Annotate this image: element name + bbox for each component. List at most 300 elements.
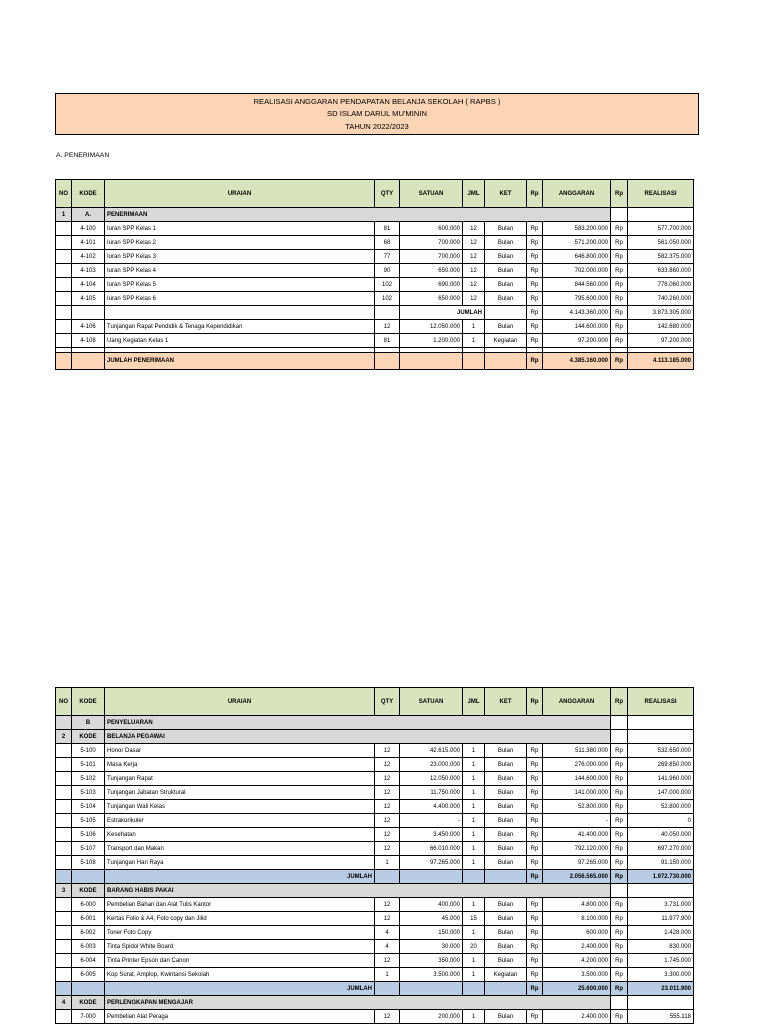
- cell-ket: Bulan: [485, 1010, 527, 1024]
- column-header-uraian: URAIAN: [105, 688, 375, 716]
- cell-uraian: Iuran SPP Kelas 4: [105, 264, 375, 278]
- cell-rp1: Rp: [527, 292, 543, 306]
- cell-jml: 12: [463, 250, 485, 264]
- cell-anggaran: 52.800.000: [543, 800, 611, 814]
- report-title: REALISASI ANGGARAN PENDAPATAN BELANJA SEKOLAH ( RAPBS ): [253, 97, 501, 106]
- cell-ket: Bulan: [485, 828, 527, 842]
- cell-qty: 12: [375, 758, 400, 772]
- cell-satuan: 4.400.000: [400, 800, 463, 814]
- table-row: [56, 898, 694, 912]
- cell-rp1: Rp: [527, 758, 543, 772]
- cell-uraian: Estrakurikuler: [105, 814, 375, 828]
- cell-ket: Bulan: [485, 800, 527, 814]
- cell-realisasi: 697.270.000: [628, 842, 694, 856]
- cell-anggaran: 276.000.000: [543, 758, 611, 772]
- table-row: [56, 264, 694, 278]
- cell-rp2: Rp: [611, 353, 628, 370]
- cell-qty: 77: [375, 250, 400, 264]
- blank: [400, 870, 463, 884]
- cell-no: [56, 814, 72, 828]
- cell-uraian: Tunjangan Wali Kelas: [105, 800, 375, 814]
- cell-rp2: Rp: [611, 758, 628, 772]
- column-header-rp1: Rp: [527, 688, 543, 716]
- cell-qty: 12: [375, 828, 400, 842]
- cell-uraian: Toner Foto Copy: [105, 926, 375, 940]
- cell-no: [56, 1010, 72, 1024]
- column-header-kode: KODE: [72, 180, 105, 208]
- cell-kode: 5-107: [72, 842, 105, 856]
- table-row: [56, 250, 694, 264]
- cell-rp2: Rp: [611, 814, 628, 828]
- cell-uraian: Kop Surat, Amplop, Kwintansi Sekolah: [105, 968, 375, 982]
- cell-realisasi: 3.731.000: [628, 898, 694, 912]
- cell-satuan: 650.000: [400, 264, 463, 278]
- blank: [375, 870, 400, 884]
- cell-ket: Bulan: [485, 926, 527, 940]
- blank: [400, 982, 463, 996]
- cell-ket: Bulan: [485, 786, 527, 800]
- blank: [72, 870, 105, 884]
- cell-satuan: 690.000: [400, 278, 463, 292]
- cell-uraian: Tunjangan Rapat: [105, 772, 375, 786]
- cell-jml: 1: [463, 814, 485, 828]
- blank: [628, 716, 694, 730]
- cell-anggaran: 4.800.000: [543, 898, 611, 912]
- cell-rp1: Rp: [527, 870, 543, 884]
- cell-ket: Bulan: [485, 278, 527, 292]
- cell-kode: 6-004: [72, 954, 105, 968]
- cell-anggaran: 795.600.000: [543, 292, 611, 306]
- cell-qty: 81: [375, 222, 400, 236]
- table-row: [56, 278, 694, 292]
- cell-uraian: Pembelian Alat Peraga: [105, 1010, 375, 1024]
- cell-uraian: Iuran SPP Kelas 3: [105, 250, 375, 264]
- cell-qty: 81: [375, 334, 400, 348]
- blank: [72, 982, 105, 996]
- group-title: BARANG HABIS PAKAI: [105, 884, 611, 898]
- group-row: [56, 730, 694, 744]
- cell-qty: 12: [375, 912, 400, 926]
- cell-rp1: Rp: [527, 264, 543, 278]
- cell-uraian: Uang Kegiatan Kelas 1: [105, 334, 375, 348]
- table-row: [56, 940, 694, 954]
- total-row: [56, 353, 694, 370]
- cell-rp2: Rp: [611, 222, 628, 236]
- cell-uraian: Tunjangan Rapat Pendidik & Tenaga Kependidikan: [105, 320, 375, 334]
- cell-rp1: Rp: [527, 842, 543, 856]
- table-row: [56, 1010, 694, 1024]
- cell-rp1: Rp: [527, 828, 543, 842]
- cell-rp2: Rp: [611, 870, 628, 884]
- cell-no: [56, 898, 72, 912]
- column-header-qty: QTY: [375, 180, 400, 208]
- table-row: [56, 786, 694, 800]
- group-kode: KODE: [72, 884, 105, 898]
- jumlah-realisasi: 3.873.305.000: [628, 306, 694, 320]
- cell-kode: 4-100: [72, 222, 105, 236]
- pengeluaran-table: [55, 687, 694, 1024]
- group-row: [56, 996, 694, 1010]
- group-row: [56, 208, 694, 222]
- cell-qty: 12: [375, 954, 400, 968]
- group-title: PENYELUARAN: [105, 716, 611, 730]
- cell-jml: 12: [463, 278, 485, 292]
- cell-kode: 5-105: [72, 814, 105, 828]
- cell-ket: Bulan: [485, 954, 527, 968]
- cell-no: [56, 250, 72, 264]
- cell-jml: 12: [463, 222, 485, 236]
- cell-jml: 1: [463, 758, 485, 772]
- cell-anggaran: -: [543, 814, 611, 828]
- cell-rp1: Rp: [527, 912, 543, 926]
- group-title: PERLENGKAPAN MENGAJAR: [105, 996, 611, 1010]
- cell-realisasi: 91.150.000: [628, 856, 694, 870]
- cell-anggaran: 141.000.000: [543, 786, 611, 800]
- cell-realisasi: 40.050.000: [628, 828, 694, 842]
- blank: [628, 884, 694, 898]
- cell-rp1: Rp: [527, 278, 543, 292]
- cell-qty: 12: [375, 320, 400, 334]
- cell-no: [56, 842, 72, 856]
- cell-rp2: Rp: [611, 744, 628, 758]
- cell-anggaran: 600.000: [543, 926, 611, 940]
- cell-kode: 6-001: [72, 912, 105, 926]
- cell-realisasi: 0: [628, 814, 694, 828]
- cell-realisasi: 633.860.000: [628, 264, 694, 278]
- cell-no: [56, 786, 72, 800]
- blank: [485, 982, 527, 996]
- cell-rp2: Rp: [611, 898, 628, 912]
- column-header-rp1: Rp: [527, 180, 543, 208]
- blank: [485, 306, 527, 320]
- blank: [375, 306, 400, 320]
- penerimaan-table: [55, 179, 694, 370]
- cell-rp1: Rp: [527, 222, 543, 236]
- jumlah-anggaran: 2.056.565.000: [543, 870, 611, 884]
- cell-rp1: Rp: [527, 926, 543, 940]
- blank: [56, 870, 72, 884]
- cell-qty: 68: [375, 236, 400, 250]
- cell-realisasi: 97.200.000: [628, 334, 694, 348]
- cell-anggaran: 583.200.000: [543, 222, 611, 236]
- cell-rp1: Rp: [527, 772, 543, 786]
- cell-rp2: Rp: [611, 1010, 628, 1024]
- cell-no: [56, 292, 72, 306]
- column-header-realisasi: REALISASI: [628, 688, 694, 716]
- cell-satuan: 700.000: [400, 250, 463, 264]
- cell-qty: 12: [375, 800, 400, 814]
- table-row: [56, 828, 694, 842]
- cell-realisasi: 555.118: [628, 1010, 694, 1024]
- cell-rp2: Rp: [611, 786, 628, 800]
- cell-kode: 4-101: [72, 236, 105, 250]
- table-row: [56, 334, 694, 348]
- blank: [628, 996, 694, 1010]
- cell-anggaran: 702.000.000: [543, 264, 611, 278]
- column-header-kode: KODE: [72, 688, 105, 716]
- table-row: [56, 292, 694, 306]
- cell-uraian: Iuran SPP Kelas 1: [105, 222, 375, 236]
- cell-ket: Bulan: [485, 772, 527, 786]
- cell-realisasi: 142.680.000: [628, 320, 694, 334]
- cell-jml: 1: [463, 828, 485, 842]
- cell-rp2: Rp: [611, 320, 628, 334]
- column-header-satuan: SATUAN: [400, 180, 463, 208]
- cell-anggaran: 41.400.000: [543, 828, 611, 842]
- group-kode: KODE: [72, 996, 105, 1010]
- blank: [72, 306, 105, 320]
- cell-qty: 12: [375, 842, 400, 856]
- cell-qty: 90: [375, 264, 400, 278]
- cell-satuan: 650.000: [400, 292, 463, 306]
- jumlah-anggaran: 25.600.000: [543, 982, 611, 996]
- cell-satuan: 66.010.000: [400, 842, 463, 856]
- cell-no: [56, 278, 72, 292]
- blank: [611, 884, 628, 898]
- table-row: [56, 912, 694, 926]
- group-no: 3: [56, 884, 72, 898]
- jumlah-realisasi: 23.011.900: [628, 982, 694, 996]
- jumlah-label: JUMLAH: [105, 870, 375, 884]
- cell-jml: 20: [463, 940, 485, 954]
- cell-ket: Bulan: [485, 898, 527, 912]
- cell-satuan: 12.050.000: [400, 320, 463, 334]
- cell-rp2: Rp: [611, 772, 628, 786]
- cell-jml: 12: [463, 264, 485, 278]
- group-no: [56, 716, 72, 730]
- cell-kode: 4-105: [72, 292, 105, 306]
- cell-satuan: 45.000: [400, 912, 463, 926]
- cell-uraian: Tunjangan Jabatan Struktural: [105, 786, 375, 800]
- cell-no: [56, 954, 72, 968]
- cell-jml: 1: [463, 1010, 485, 1024]
- table-row: [56, 772, 694, 786]
- cell-rp1: Rp: [527, 856, 543, 870]
- cell-ket: Bulan: [485, 264, 527, 278]
- cell-kode: 6-005: [72, 968, 105, 982]
- group-kode: KODE: [72, 730, 105, 744]
- cell-jml: 1: [463, 954, 485, 968]
- cell-satuan: 400.000: [400, 898, 463, 912]
- blank: [463, 870, 485, 884]
- cell-kode: 5-103: [72, 786, 105, 800]
- column-header-rp2: Rp: [611, 688, 628, 716]
- cell-jml: 12: [463, 236, 485, 250]
- blank: [485, 353, 527, 370]
- table-header-row: [56, 688, 694, 716]
- cell-realisasi: 1.428.000: [628, 926, 694, 940]
- cell-jml: 1: [463, 786, 485, 800]
- report-title-box: [55, 93, 699, 135]
- cell-jml: 1: [463, 800, 485, 814]
- jumlah-label: JUMLAH: [400, 306, 485, 320]
- column-header-rp2: Rp: [611, 180, 628, 208]
- blank: [56, 982, 72, 996]
- blank: [375, 353, 400, 370]
- cell-qty: 4: [375, 926, 400, 940]
- table-row: [56, 320, 694, 334]
- cell-no: [56, 334, 72, 348]
- cell-rp2: Rp: [611, 292, 628, 306]
- cell-satuan: 3.450.000: [400, 828, 463, 842]
- cell-realisasi: 141.960.000: [628, 772, 694, 786]
- cell-rp1: Rp: [527, 898, 543, 912]
- cell-no: [56, 758, 72, 772]
- table-row: [56, 814, 694, 828]
- cell-qty: 12: [375, 1010, 400, 1024]
- blank: [611, 730, 628, 744]
- cell-rp2: Rp: [611, 968, 628, 982]
- cell-no: [56, 264, 72, 278]
- cell-jml: 1: [463, 744, 485, 758]
- cell-kode: 4-103: [72, 264, 105, 278]
- cell-realisasi: 740.260.000: [628, 292, 694, 306]
- cell-satuan: 200.000: [400, 1010, 463, 1024]
- cell-qty: 1: [375, 968, 400, 982]
- cell-rp1: Rp: [527, 1010, 543, 1024]
- group-no: 2: [56, 730, 72, 744]
- blank: [105, 306, 375, 320]
- fiscal-year: TAHUN 2022/2023: [345, 121, 409, 131]
- cell-ket: Kegiatan: [485, 334, 527, 348]
- cell-ket: Bulan: [485, 744, 527, 758]
- cell-qty: 12: [375, 786, 400, 800]
- cell-rp2: Rp: [611, 856, 628, 870]
- cell-qty: 4: [375, 940, 400, 954]
- table-header-row: [56, 180, 694, 208]
- cell-satuan: 700.000: [400, 236, 463, 250]
- cell-rp1: Rp: [527, 968, 543, 982]
- column-header-satuan: SATUAN: [400, 688, 463, 716]
- cell-kode: 6-003: [72, 940, 105, 954]
- cell-uraian: Honor Dasar: [105, 744, 375, 758]
- cell-uraian: Transport dan Makan: [105, 842, 375, 856]
- column-header-ket: KET: [485, 688, 527, 716]
- cell-jml: 1: [463, 926, 485, 940]
- cell-ket: Bulan: [485, 912, 527, 926]
- cell-rp2: Rp: [611, 264, 628, 278]
- cell-kode: 4-108: [72, 334, 105, 348]
- cell-rp1: Rp: [527, 353, 543, 370]
- group-no: 4: [56, 996, 72, 1010]
- cell-uraian: Tunjangan Hari Raya: [105, 856, 375, 870]
- cell-rp2: Rp: [611, 912, 628, 926]
- cell-rp2: Rp: [611, 800, 628, 814]
- cell-kode: 7-000: [72, 1010, 105, 1024]
- cell-jml: 1: [463, 856, 485, 870]
- cell-jml: 1: [463, 334, 485, 348]
- cell-qty: 102: [375, 292, 400, 306]
- cell-ket: Bulan: [485, 320, 527, 334]
- blank: [56, 353, 72, 370]
- blank: [400, 353, 463, 370]
- cell-anggaran: 144.600.000: [543, 320, 611, 334]
- cell-jml: 1: [463, 898, 485, 912]
- cell-anggaran: 144.600.000: [543, 772, 611, 786]
- cell-qty: 102: [375, 278, 400, 292]
- cell-jml: 1: [463, 968, 485, 982]
- column-header-jml: JML: [463, 688, 485, 716]
- cell-satuan: 12.050.000: [400, 772, 463, 786]
- cell-rp1: Rp: [527, 814, 543, 828]
- blank: [611, 996, 628, 1010]
- cell-realisasi: 577.700.000: [628, 222, 694, 236]
- cell-no: [56, 236, 72, 250]
- cell-realisasi: 147.000.000: [628, 786, 694, 800]
- cell-kode: 5-100: [72, 744, 105, 758]
- cell-anggaran: 792.120.000: [543, 842, 611, 856]
- cell-satuan: 350.000: [400, 954, 463, 968]
- cell-satuan: 11.750.000: [400, 786, 463, 800]
- cell-qty: 12: [375, 898, 400, 912]
- cell-anggaran: 3.500.000: [543, 968, 611, 982]
- cell-anggaran: 571.200.000: [543, 236, 611, 250]
- cell-anggaran: 97.265.000: [543, 856, 611, 870]
- column-header-uraian: URAIAN: [105, 180, 375, 208]
- column-header-qty: QTY: [375, 688, 400, 716]
- group-no: 1: [56, 208, 72, 222]
- cell-realisasi: 1.745.000: [628, 954, 694, 968]
- jumlah-label: JUMLAH: [105, 982, 375, 996]
- cell-rp2: Rp: [611, 954, 628, 968]
- cell-ket: Bulan: [485, 842, 527, 856]
- cell-rp1: Rp: [527, 236, 543, 250]
- cell-satuan: -: [400, 814, 463, 828]
- cell-no: [56, 222, 72, 236]
- cell-realisasi: 561.050.000: [628, 236, 694, 250]
- table-row: [56, 842, 694, 856]
- cell-anggaran: 511.380.000: [543, 744, 611, 758]
- cell-rp1: Rp: [527, 250, 543, 264]
- blank: [375, 982, 400, 996]
- cell-realisasi: 11.977.900: [628, 912, 694, 926]
- cell-anggaran: 2.400.000: [543, 1010, 611, 1024]
- cell-no: [56, 744, 72, 758]
- cell-rp2: Rp: [611, 250, 628, 264]
- cell-no: [56, 800, 72, 814]
- cell-satuan: 97.265.000: [400, 856, 463, 870]
- cell-ket: Bulan: [485, 222, 527, 236]
- group-title: PENERIMAAN: [105, 208, 611, 222]
- cell-kode: 5-104: [72, 800, 105, 814]
- cell-rp1: Rp: [527, 334, 543, 348]
- column-header-anggaran: ANGGARAN: [543, 180, 611, 208]
- cell-rp1: Rp: [527, 306, 543, 320]
- cell-no: [56, 912, 72, 926]
- cell-jml: 1: [463, 320, 485, 334]
- cell-anggaran: 2.400.000: [543, 940, 611, 954]
- cell-kode: 5-102: [72, 772, 105, 786]
- cell-rp2: Rp: [611, 940, 628, 954]
- cell-anggaran: 8.100.000: [543, 912, 611, 926]
- column-header-realisasi: REALISASI: [628, 180, 694, 208]
- cell-uraian: Pembelian Bahan dan Alat Tulis Kantor: [105, 898, 375, 912]
- total-realisasi: 4.113.185.000: [628, 353, 694, 370]
- cell-ket: Bulan: [485, 856, 527, 870]
- table-row: [56, 222, 694, 236]
- blank: [611, 716, 628, 730]
- cell-no: [56, 968, 72, 982]
- cell-no: [56, 926, 72, 940]
- cell-kode: 5-101: [72, 758, 105, 772]
- cell-rp2: Rp: [611, 278, 628, 292]
- cell-no: [56, 320, 72, 334]
- cell-realisasi: 532.650.000: [628, 744, 694, 758]
- cell-rp2: Rp: [611, 982, 628, 996]
- cell-rp1: Rp: [527, 320, 543, 334]
- cell-kode: 5-108: [72, 856, 105, 870]
- cell-realisasi: 830.000: [628, 940, 694, 954]
